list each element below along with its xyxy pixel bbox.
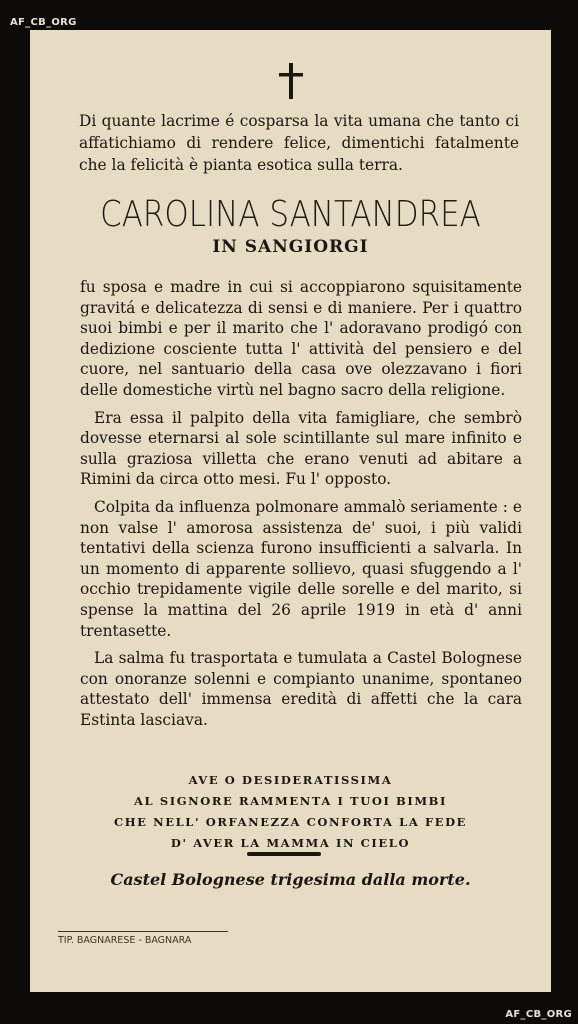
place-line: Castel Bolognese trigesima dalla morte.: [110, 870, 471, 889]
biography-paragraph: La salma fu trasportata e tumulata a Castel Bolognese con onoranze solenni e compianto unanime, spontaneo attestato dell' immensa eredità di affetti che la cara Estinta lasciava.: [80, 649, 522, 729]
married-name: IN SANGIORGI: [212, 237, 369, 257]
closing-prayer: [30, 770, 551, 854]
intro-paragraph: Di quante lacrime é cosparsa la vita umana che tanto ci affatichiamo di rendere felice, dimentichi fatalmente che la felicità è pianta esotica sulla terra.: [79, 112, 519, 174]
printer-credit: TIP. BAGNARESE - BAGNARA: [58, 935, 192, 946]
closing-line: D' AVER LA MAMMA IN CIELO: [170, 836, 411, 850]
closing-line: CHE NELL' ORFANEZZA CONFORTA LA FEDE: [113, 815, 468, 829]
deceased-name: CAROLINA SANTANDREA: [100, 194, 481, 235]
divider: [247, 852, 321, 856]
watermark-bottom: AF_CB_ORG: [505, 1009, 572, 1020]
closing-line: AVE O DESIDERATISSIMA: [188, 773, 393, 787]
cross-icon: [277, 63, 305, 99]
printer-divider: [58, 931, 228, 932]
biography-paragraph: Colpita da influenza polmonare ammalò seriamente : e non valse l' amorosa assistenza de' suoi, i più validi tentativi della scienza furono insufficienti a salvarla. In un momento di apparente sollievo, quasi sfuggendo a l' occhio trepidamente vigile delle sorelle e del marito, si spense la mattina del 26 aprile 1919 in età d' anni trentasette.: [80, 497, 522, 640]
biography-paragraph: fu sposa e madre in cui si accoppiarono squisitamente gravitá e delicatezza di sensi e di maniere. Per i quattro suoi bimbi e per il marito che l' adoravano prodigó con dedizione cosciente tutta l' attività del pensiero e del cuore, nel santuario della casa ove olezzavano i fiori delle domestiche virtù nel bagno sacro della religione.: [80, 278, 522, 399]
biography: [80, 277, 522, 737]
biography-paragraph: Era essa il palpito della vita famigliare, che sembrò dovesse eternarsi al sole scintillante sul mare infinito e sulla graziosa villetta che erano venuti ad abitare a Rimini da circa otto mesi. Fu l' opposto.: [80, 408, 522, 489]
intro-text: [79, 110, 519, 176]
watermark-top: AF_CB_ORG: [10, 17, 77, 28]
closing-line: AL SIGNORE RAMMENTA I TUOI BIMBI: [134, 794, 447, 808]
memorial-card: [30, 30, 551, 992]
